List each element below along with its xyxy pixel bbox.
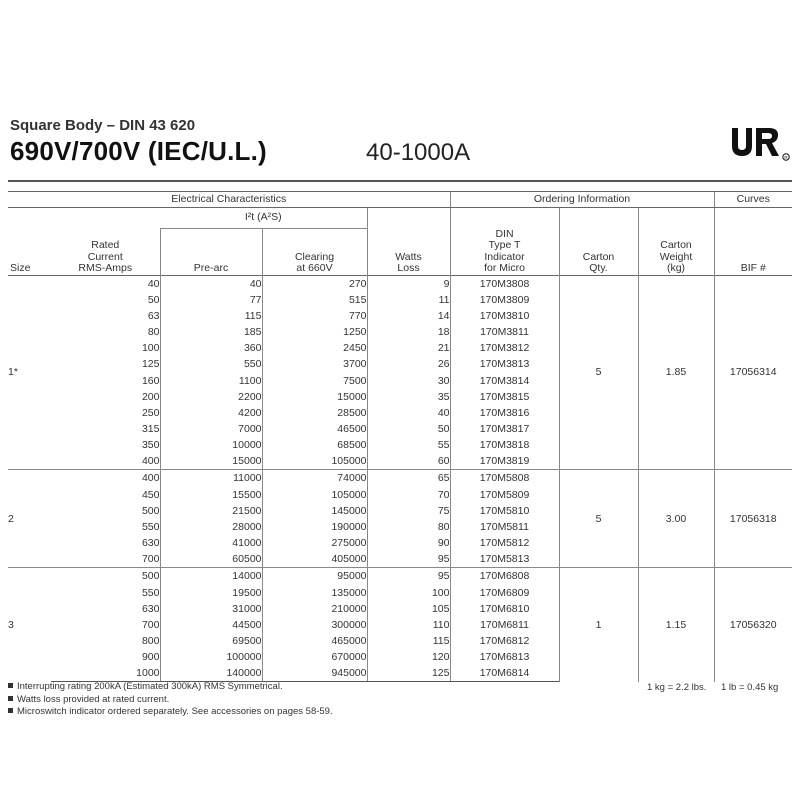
fuse-spec-table	[8, 191, 792, 682]
rated-current-cell: 400	[51, 470, 160, 487]
bif-number-cell: 17056318	[714, 470, 792, 568]
col-header-clearing: Clearing at 660V	[262, 229, 367, 276]
rated-current-cell: 63	[147, 309, 160, 322]
din-part-cell: 170M5809	[450, 487, 559, 503]
din-part-cell: 170M5808	[450, 470, 559, 487]
clearing-cell: 74000	[262, 470, 367, 487]
rated-current-cell: 500	[51, 568, 160, 585]
watts-loss-cell: 50	[367, 421, 450, 437]
rated-current-cell: 500	[141, 504, 160, 517]
rated-current-cell: 700	[141, 618, 160, 631]
din-part-cell: 170M3819	[450, 453, 559, 470]
clearing-cell: 670000	[262, 649, 367, 665]
din-part-cell: 170M3818	[450, 437, 559, 453]
watts-loss-cell: 95	[367, 568, 450, 585]
carton-qty-cell: 5	[559, 275, 638, 470]
rated-current-cell: 700	[141, 553, 160, 566]
carton-weight-cell: 1.85	[638, 275, 714, 470]
prearc-cell: 140000	[160, 665, 262, 682]
table-row	[8, 275, 792, 292]
clearing-cell: 7500	[262, 372, 367, 388]
prearc-cell: 100000	[160, 649, 262, 665]
din-part-cell: 170M5810	[450, 503, 559, 519]
rated-current-cell: 900	[141, 651, 160, 664]
conversion-kg-lbs: 1 kg = 2.2 lbs.	[647, 682, 707, 693]
watts-loss-cell: 120	[367, 649, 450, 665]
din-part-cell: 170M3816	[450, 405, 559, 421]
ur-certification-logo	[728, 124, 792, 162]
watts-loss-cell: 115	[367, 633, 450, 649]
watts-loss-cell: 65	[367, 470, 450, 487]
col-header-bif: BIF #	[714, 229, 792, 276]
prearc-cell: 550	[160, 356, 262, 372]
rated-current-cell: 40	[147, 277, 160, 290]
table-row	[8, 470, 792, 487]
clearing-cell: 135000	[262, 584, 367, 600]
watts-loss-cell: 14	[367, 308, 450, 324]
conversion-lb-kg: 1 lb = 0.45 kg	[721, 682, 779, 693]
prearc-cell: 15500	[160, 487, 262, 503]
size-cell: 1*	[8, 366, 18, 379]
din-part-cell: 170M6814	[450, 665, 559, 682]
size-cell: 3	[8, 568, 51, 682]
group-header-electrical: Electrical Characteristics	[8, 192, 450, 208]
prearc-cell: 115	[160, 308, 262, 324]
din-part-cell: 170M5811	[450, 519, 559, 535]
rated-current-cell: 200	[141, 390, 160, 403]
watts-loss-cell: 30	[367, 372, 450, 388]
amperage-range: 40-1000A	[366, 139, 471, 166]
prearc-cell: 14000	[160, 568, 262, 585]
prearc-cell: 28000	[160, 519, 262, 535]
clearing-cell: 1250	[262, 324, 367, 340]
watts-loss-cell: 105	[367, 601, 450, 617]
din-part-cell: 170M3814	[450, 372, 559, 388]
rated-current-cell: 250	[141, 406, 160, 419]
product-subtitle: Square Body – DIN 43 620	[10, 117, 196, 134]
rated-current-cell: 350	[141, 439, 160, 452]
watts-loss-cell: 110	[367, 617, 450, 633]
rated-current-cell: 80	[147, 326, 160, 339]
clearing-cell: 300000	[262, 617, 367, 633]
clearing-cell: 945000	[262, 665, 367, 682]
din-part-cell: 170M6809	[450, 584, 559, 600]
din-part-cell: 170M3812	[450, 340, 559, 356]
col-header-carton-qty: Carton Qty.	[559, 229, 638, 276]
rated-current-cell: 800	[141, 635, 160, 648]
table-row	[8, 568, 792, 585]
prearc-cell: 2200	[160, 389, 262, 405]
bif-number-cell: 17056314	[714, 275, 792, 470]
din-part-cell: 170M3813	[450, 356, 559, 372]
din-part-cell: 170M3808	[450, 275, 559, 292]
watts-loss-cell: 125	[367, 665, 450, 682]
watts-loss-cell: 9	[367, 275, 450, 292]
clearing-cell: 2450	[262, 340, 367, 356]
din-part-cell: 170M6812	[450, 633, 559, 649]
watts-loss-cell: 18	[367, 324, 450, 340]
header-divider	[8, 180, 792, 182]
col-header-rated-current: Rated Current RMS-Amps	[78, 239, 133, 274]
prearc-cell: 360	[160, 340, 262, 356]
carton-weight-cell: 1.15	[638, 568, 714, 682]
clearing-cell: 105000	[262, 453, 367, 470]
clearing-cell: 405000	[262, 551, 367, 568]
din-part-cell: 170M5813	[450, 551, 559, 568]
carton-qty-cell: 5	[559, 470, 638, 568]
footnote: Interrupting rating 200kA (Estimated 300kA) RMS Symmetrical.	[8, 681, 333, 694]
bullet-icon	[8, 696, 13, 701]
group-header-ordering: Ordering Information	[450, 192, 714, 208]
din-part-cell: 170M6810	[450, 601, 559, 617]
col-header-carton-weight: Carton Weight (kg)	[638, 229, 714, 276]
din-part-cell: 170M6811	[450, 617, 559, 633]
clearing-cell: 190000	[262, 519, 367, 535]
prearc-cell: 185	[160, 324, 262, 340]
din-part-cell: 170M5812	[450, 535, 559, 551]
svg-text:R: R	[784, 155, 788, 160]
prearc-cell: 69500	[160, 633, 262, 649]
watts-loss-cell: 60	[367, 453, 450, 470]
clearing-cell: 145000	[262, 503, 367, 519]
clearing-cell: 68500	[262, 437, 367, 453]
bullet-icon	[8, 708, 13, 713]
prearc-cell: 11000	[160, 470, 262, 487]
watts-loss-cell: 55	[367, 437, 450, 453]
prearc-cell: 1100	[160, 372, 262, 388]
prearc-cell: 4200	[160, 405, 262, 421]
rated-current-cell: 315	[141, 422, 160, 435]
din-part-cell: 170M3817	[450, 421, 559, 437]
rated-current-cell: 450	[141, 488, 160, 501]
clearing-cell: 270	[262, 275, 367, 292]
watts-loss-cell: 90	[367, 535, 450, 551]
col-header-prearc: Pre-arc	[160, 229, 262, 276]
prearc-cell: 31000	[160, 601, 262, 617]
clearing-cell: 275000	[262, 535, 367, 551]
col-header-watts-loss: Watts Loss	[367, 229, 450, 276]
din-part-cell: 170M3810	[450, 308, 559, 324]
clearing-cell: 95000	[262, 568, 367, 585]
watts-loss-cell: 100	[367, 584, 450, 600]
rated-current-cell: 550	[141, 586, 160, 599]
col-header-size: Size	[10, 262, 31, 274]
spec-table-body	[8, 275, 792, 682]
watts-loss-cell: 95	[367, 551, 450, 568]
clearing-cell: 465000	[262, 633, 367, 649]
clearing-cell: 210000	[262, 601, 367, 617]
prearc-cell: 21500	[160, 503, 262, 519]
rated-current-cell: 1000	[51, 665, 160, 682]
din-part-cell: 170M3811	[450, 324, 559, 340]
din-part-cell: 170M3809	[450, 292, 559, 308]
din-part-cell: 170M6808	[450, 568, 559, 585]
clearing-cell: 15000	[262, 389, 367, 405]
watts-loss-cell: 11	[367, 292, 450, 308]
i2t-header: I²t (A²S)	[160, 208, 367, 229]
carton-qty-cell: 1	[559, 568, 638, 682]
watts-loss-cell: 35	[367, 389, 450, 405]
prearc-cell: 77	[160, 292, 262, 308]
din-part-cell: 170M3815	[450, 389, 559, 405]
clearing-cell: 770	[262, 308, 367, 324]
carton-weight-cell: 3.00	[638, 470, 714, 568]
din-part-cell: 170M6813	[450, 649, 559, 665]
rated-current-cell: 160	[141, 374, 160, 387]
rated-current-cell: 400	[141, 455, 160, 468]
watts-loss-cell: 21	[367, 340, 450, 356]
watts-loss-cell: 40	[367, 405, 450, 421]
bif-number-cell: 17056320	[714, 568, 792, 682]
clearing-cell: 28500	[262, 405, 367, 421]
clearing-cell: 46500	[262, 421, 367, 437]
prearc-cell: 41000	[160, 535, 262, 551]
product-title: 690V/700V (IEC/U.L.)	[10, 136, 267, 166]
rated-current-cell: 125	[141, 358, 160, 371]
rated-current-cell: 100	[141, 342, 160, 355]
prearc-cell: 10000	[160, 437, 262, 453]
rated-current-cell: 550	[141, 520, 160, 533]
prearc-cell: 15000	[160, 453, 262, 470]
prearc-cell: 19500	[160, 584, 262, 600]
col-header-din-indicator: DIN Type T Indicator for Micro	[450, 229, 559, 276]
bullet-icon	[8, 683, 13, 688]
prearc-cell: 44500	[160, 617, 262, 633]
clearing-cell: 515	[262, 292, 367, 308]
prearc-cell: 60500	[160, 551, 262, 568]
rated-current-cell: 630	[141, 602, 160, 615]
prearc-cell: 40	[160, 275, 262, 292]
footnote: Watts loss provided at rated current.	[8, 694, 333, 707]
footnote: Microswitch indicator ordered separately. See accessories on pages 58-59.	[8, 706, 333, 719]
group-header-curves: Curves	[714, 192, 792, 208]
watts-loss-cell: 80	[367, 519, 450, 535]
rated-current-cell: 630	[141, 537, 160, 550]
watts-loss-cell: 75	[367, 503, 450, 519]
watts-loss-cell: 70	[367, 487, 450, 503]
prearc-cell: 7000	[160, 421, 262, 437]
footnotes	[8, 681, 333, 719]
size-cell: 2	[8, 470, 51, 568]
clearing-cell: 105000	[262, 487, 367, 503]
watts-loss-cell: 26	[367, 356, 450, 372]
rated-current-cell: 50	[147, 293, 160, 306]
clearing-cell: 3700	[262, 356, 367, 372]
